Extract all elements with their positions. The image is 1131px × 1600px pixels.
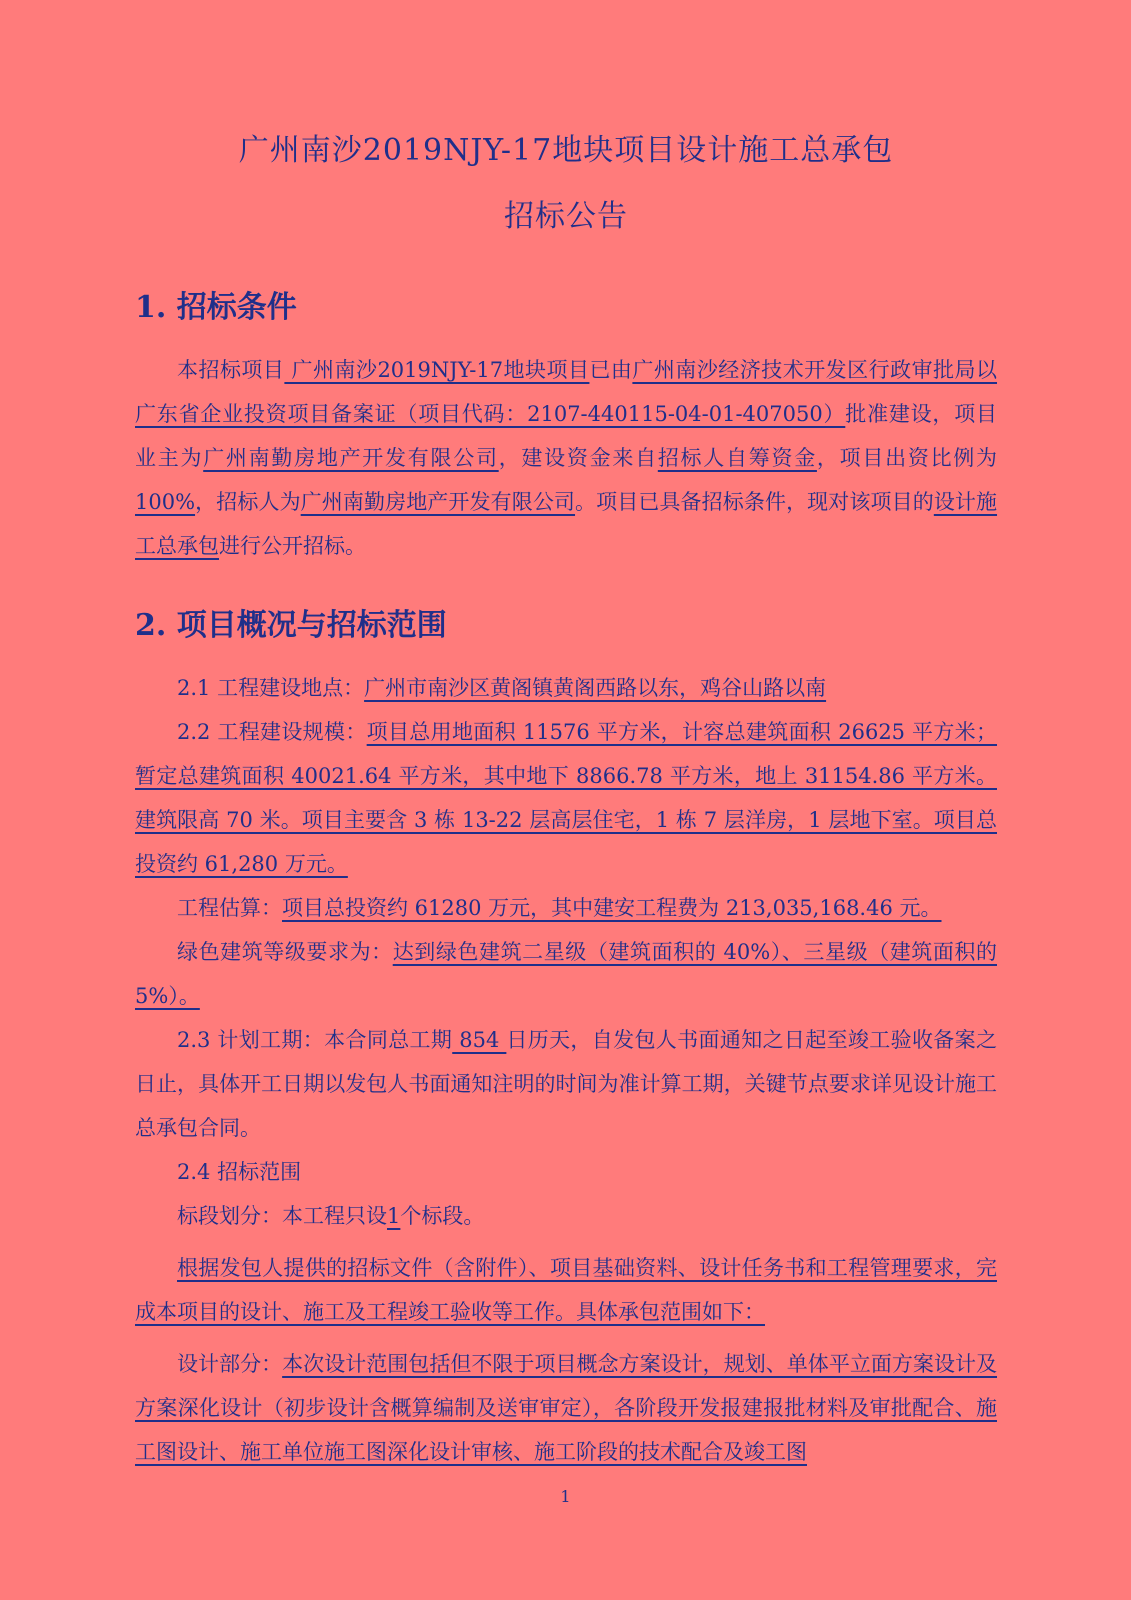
green-building-paragraph — [135, 930, 997, 1018]
construction-scale-paragraph — [135, 710, 997, 886]
tenderer: 广州南勤房地产开发有限公司 — [300, 490, 576, 514]
text: 进行公开招标。 — [219, 534, 366, 558]
tender-conditions-paragraph — [135, 348, 997, 568]
text: 设计部分： — [177, 1352, 283, 1376]
document-page — [135, 118, 997, 1474]
text: ，项目出资比例为 — [816, 446, 998, 470]
approval-authority: 广州南沙经济技术开发区行政审批局以广东省企业投资项目备案证（项目代码：2107-440115-04-01-407050） — [135, 358, 998, 426]
scope-paragraph — [135, 1246, 997, 1334]
text: 工程估算： — [177, 896, 282, 920]
text: 标段划分：本工程只设 — [177, 1204, 387, 1228]
text: 2.1 工程建设地点： — [177, 676, 365, 700]
construction-scale: 项目总用地面积 11576 平方米，计容总建筑面积 26625 平方米；暂定总建筑面积 40021.64 平方米，其中地下 8866.78 平方米，地上 31154.86 平方米。建筑限高 70 米。项目主要含 3 栋 13-22 层高层住宅，1 栋 7 层洋房，1 层地下室。项目总投资约 61,280 万元。 — [135, 720, 998, 876]
text: 已由 — [589, 358, 633, 382]
construction-location: 广州市南沙区黄阁镇黄阁西路以东，鸡谷山路以南 — [364, 676, 827, 700]
cost-estimate-paragraph — [135, 886, 997, 930]
project-owner: 广州南勤房地产开发有限公司 — [203, 446, 499, 470]
section-1-heading: 1. 招标条件 — [135, 290, 297, 325]
text: 日历天，自发包人书面通知之日起至竣工验收备案之日止，具体开工日期以发包人书面通知注明的时间为准计算工期，关键节点要求详见设计施工总承包合同。 — [135, 1028, 998, 1140]
text: 绿色建筑等级要求为： — [177, 940, 393, 964]
text: 批准建设，项目业主为 — [135, 402, 998, 470]
text: ，建设资金来自 — [498, 446, 658, 470]
lot-count: 1 — [387, 1204, 401, 1228]
text: ，招标人为 — [195, 490, 301, 514]
tender-scope-heading: 2.4 招标范围 — [177, 1160, 302, 1184]
title-line-2: 招标公告 — [504, 199, 628, 234]
scope-text: 根据发包人提供的招标文件（含附件）、项目基础资料、设计任务书和工程管理要求，完成本项目的设计、施工及工程竣工验收等工作。具体承包范围如下： — [135, 1256, 997, 1324]
title-line-1: 广州南沙2019NJY-17地块项目设计施工总承包 — [238, 133, 894, 168]
design-scope-paragraph — [135, 1342, 997, 1474]
green-building-requirement: 达到绿色建筑二星级（建筑面积的 40%）、三星级（建筑面积的 5%）。 — [135, 940, 997, 1008]
text: 2.2 工程建设规模： — [177, 720, 367, 744]
page-number: 1 — [560, 1487, 571, 1506]
project-name: 广州南沙2019NJY-17地块项目 — [284, 358, 590, 382]
fund-source: 招标人自筹资金 — [657, 446, 817, 470]
document-title — [135, 118, 997, 250]
text: 2.3 计划工期：本合同总工期 — [177, 1028, 453, 1052]
section-2-heading: 2. 项目概况与招标范围 — [135, 608, 447, 643]
text: 本招标项目 — [177, 358, 285, 382]
construction-location-paragraph — [135, 666, 997, 710]
total-duration: 854 — [452, 1028, 507, 1052]
cost-estimate: 项目总投资约 61280 万元，其中建安工程费为 213,035,168.46 元。 — [282, 896, 942, 920]
text: 。项目已具备招标条件，现对该项目的 — [575, 490, 934, 514]
lot-division-paragraph — [135, 1194, 997, 1238]
funding-ratio: 100% — [135, 490, 196, 514]
text: 个标段。 — [400, 1204, 485, 1228]
tender-subject: 设计施工总承包 — [135, 490, 998, 558]
design-scope: 本次设计范围包括但不限于项目概念方案设计，规划、单体平立面方案设计及方案深化设计（初步设计含概算编制及送审审定），各阶段开发报建报批材料及审批配合、施工图设计、施工单位施工图深化设计审核、施工阶段的技术配合及竣工图 — [135, 1352, 998, 1464]
schedule-paragraph — [135, 1018, 997, 1150]
